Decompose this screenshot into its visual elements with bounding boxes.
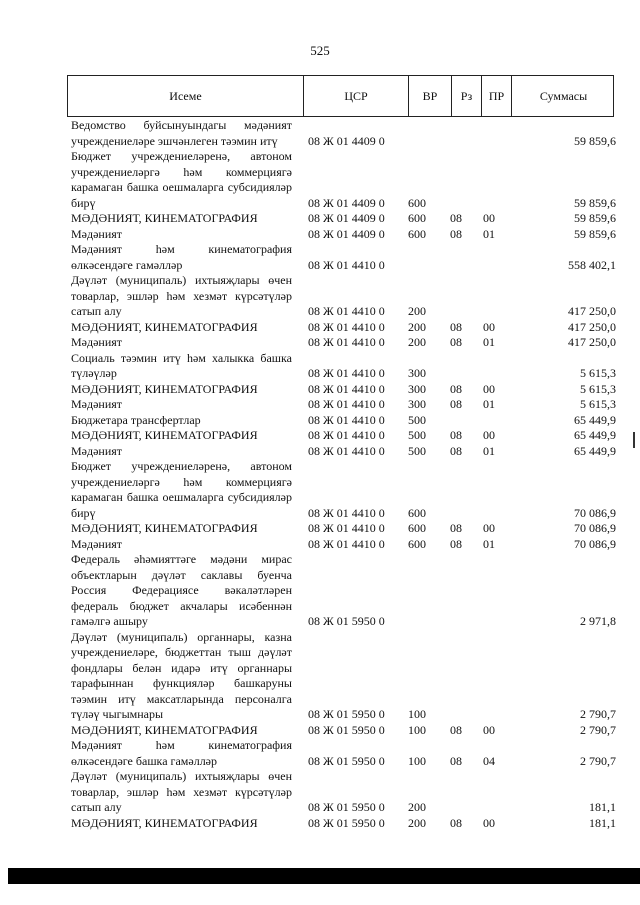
header-vr: ВР [409, 76, 452, 116]
table-row [71, 382, 616, 398]
row-csr: 08 Ж 01 4410 0 [308, 412, 385, 427]
row-name: Мәдәният [71, 335, 123, 349]
row-name: Дәүләт (муниципаль) ихтыяҗлары өчен товарлар, эшләр һәм хезмәт күрсәтүләр сатып алу [71, 273, 292, 318]
row-pr: 00 [483, 381, 495, 396]
header-sum: Суммасы [539, 88, 588, 103]
table-row [71, 320, 616, 336]
row-csr: 08 Ж 01 4410 0 [308, 428, 385, 442]
row-name: МӘДӘНИЯТ, КИНЕМАТОГРАФИЯ [71, 521, 258, 535]
row-rz: 08 [450, 722, 462, 737]
table-row [71, 769, 616, 816]
row-sum: 59 859,6 [574, 195, 616, 210]
row-rz: 08 [450, 319, 462, 334]
table-row [71, 444, 616, 460]
row-csr: 08 Ж 01 5950 0 [308, 614, 385, 628]
row-vr: 100 [408, 753, 426, 768]
row-csr: 08 Ж 01 4410 0 [308, 443, 385, 458]
row-sum: 5 615,3 [580, 381, 616, 396]
row-rz: 08 [450, 335, 462, 349]
row-sum: 70 086,9 [574, 521, 616, 535]
row-name: МӘДӘНИЯТ, КИНЕМАТОГРАФИЯ [71, 428, 258, 442]
row-vr: 600 [408, 226, 426, 241]
table-row [71, 537, 616, 553]
header-csr: ЦСР [304, 76, 409, 116]
row-sum: 65 449,9 [574, 412, 616, 427]
row-name: Мәдәният [71, 536, 123, 551]
row-csr: 08 Ж 01 5950 0 [308, 722, 385, 737]
row-pr: 00 [483, 319, 495, 334]
row-vr: 600 [408, 211, 426, 225]
row-vr: 200 [408, 800, 426, 814]
row-sum: 70 086,9 [574, 505, 616, 520]
row-vr: 600 [408, 505, 426, 520]
row-name: Дәүләт (муниципаль) органнары, казна учреждениеләре, бюджеттан тыш дәүләт фондлары белән идарә итү органнары тарафыннан функцияләр башкаруны тәэмин итү максатларында персоналга түләү чыгымнары [71, 629, 292, 721]
table-row [71, 397, 616, 413]
row-rz: 08 [450, 536, 462, 551]
row-pr: 04 [483, 753, 495, 768]
table-header [67, 75, 614, 117]
row-name: Социаль тәэмин итү һәм халыкка башка түләүләр [71, 350, 292, 380]
row-vr: 200 [408, 319, 426, 334]
row-csr: 08 Ж 01 4410 0 [308, 304, 385, 318]
row-sum: 558 402,1 [568, 257, 616, 272]
table-row [71, 428, 616, 444]
table-row [71, 335, 616, 351]
row-sum: 181,1 [589, 800, 616, 814]
scan-bottom-bar [8, 868, 640, 884]
row-csr: 08 Ж 01 5950 0 [308, 815, 385, 830]
row-name: Федераль әһәмияттәге мәдәни мирас объектларын дәүләт саклавы буенча Россия Федерациясе вәкаләтләрен федераль бюджет акчалары исәбеннән гамәлгә ашыру [71, 552, 292, 628]
row-csr: 08 Ж 01 5950 0 [308, 707, 385, 721]
row-sum: 2 790,7 [580, 722, 616, 737]
table-row [71, 149, 616, 211]
row-sum: 65 449,9 [574, 443, 616, 458]
row-sum: 59 859,6 [574, 211, 616, 225]
row-pr: 01 [483, 226, 495, 241]
row-name: МӘДӘНИЯТ, КИНЕМАТОГРАФИЯ [71, 381, 258, 396]
header-name: Исеме [68, 76, 304, 116]
row-vr: 600 [408, 536, 426, 551]
row-pr: 00 [483, 428, 495, 442]
table-row [71, 273, 616, 320]
row-pr: 01 [483, 397, 495, 411]
row-csr: 08 Ж 01 4410 0 [308, 319, 385, 334]
page-number: 525 [310, 43, 330, 58]
table-row [71, 816, 616, 832]
row-csr: 08 Ж 01 5950 0 [308, 753, 385, 768]
row-csr: 08 Ж 01 4410 0 [308, 521, 385, 535]
header-pr: ПР [482, 76, 512, 116]
scan-edge-mark [633, 432, 635, 448]
row-pr: 01 [483, 536, 495, 551]
row-sum: 417 250,0 [568, 304, 616, 318]
row-csr: 08 Ж 01 4410 0 [308, 335, 385, 349]
row-vr: 600 [408, 195, 426, 210]
row-pr: 01 [483, 443, 495, 458]
row-vr: 300 [408, 397, 426, 411]
row-name: Мәдәният [71, 397, 123, 411]
row-sum: 2 971,8 [580, 614, 616, 628]
row-csr: 08 Ж 01 4409 0 [308, 195, 385, 210]
budget-table-body [71, 118, 616, 831]
header-rz: Рз [452, 76, 482, 116]
row-name: МӘДӘНИЯТ, КИНЕМАТОГРАФИЯ [71, 722, 258, 737]
row-name: МӘДӘНИЯТ, КИНЕМАТОГРАФИЯ [71, 211, 258, 225]
row-vr: 200 [408, 335, 426, 349]
row-sum: 181,1 [589, 815, 616, 830]
row-sum: 2 790,7 [580, 707, 616, 721]
row-csr: 08 Ж 01 4410 0 [308, 536, 385, 551]
row-csr: 08 Ж 01 4409 0 [308, 133, 385, 148]
table-row [71, 118, 616, 149]
row-vr: 500 [408, 428, 426, 442]
table-row [71, 552, 616, 630]
row-name: Мәдәният [71, 443, 123, 458]
table-row [71, 521, 616, 537]
table-row [71, 738, 616, 769]
row-csr: 08 Ж 01 4410 0 [308, 505, 385, 520]
row-csr: 08 Ж 01 5950 0 [308, 800, 385, 814]
table-row [71, 630, 616, 723]
row-csr: 08 Ж 01 4410 0 [308, 381, 385, 396]
row-name: Мәдәният [71, 226, 123, 241]
row-name: Мәдәният һәм кинематография өлкәсендәге гамәлләр [71, 242, 292, 272]
row-pr: 01 [483, 335, 495, 349]
row-vr: 300 [408, 381, 426, 396]
row-name: МӘДӘНИЯТ, КИНЕМАТОГРАФИЯ [71, 319, 258, 334]
row-csr: 08 Ж 01 4409 0 [308, 226, 385, 241]
row-rz: 08 [450, 521, 462, 535]
row-vr: 100 [408, 722, 426, 737]
row-pr: 00 [483, 815, 495, 830]
row-pr: 00 [483, 211, 495, 225]
row-sum: 59 859,6 [574, 133, 616, 148]
row-name: Ведомство буйсынуындагы мәдәният учреждениеләре эшчәнлеген тәэмин итү [71, 118, 292, 148]
row-name: Дәүләт (муниципаль) ихтыяҗлары өчен товарлар, эшләр һәм хезмәт күрсәтүләр сатып алу [71, 769, 292, 814]
row-vr: 600 [408, 521, 426, 535]
row-sum: 65 449,9 [574, 428, 616, 442]
table-row [71, 459, 616, 521]
row-sum: 59 859,6 [574, 226, 616, 241]
row-name: Мәдәният һәм кинематография өлкәсендәге башка гамәлләр [71, 738, 292, 768]
row-sum: 417 250,0 [568, 319, 616, 334]
row-name: Бюджет учреждениеләренә, автоном учреждениеләргә һәм коммерциягә карамаган башка оешмаларга субсидияләр бирү [71, 149, 292, 210]
row-vr: 300 [408, 366, 426, 380]
row-vr: 100 [408, 707, 426, 721]
row-vr: 500 [408, 412, 426, 427]
table-row [71, 211, 616, 227]
row-csr: 08 Ж 01 4410 0 [308, 257, 385, 272]
row-sum: 5 615,3 [580, 397, 616, 411]
row-pr: 00 [483, 521, 495, 535]
row-rz: 08 [450, 428, 462, 442]
row-name: Бюджет учреждениеләренә, автоном учреждениеләргә һәм коммерциягә карамаган башка оешмаларга субсидияләр бирү [71, 459, 292, 520]
row-vr: 200 [408, 815, 426, 830]
row-rz: 08 [450, 753, 462, 768]
row-vr: 200 [408, 304, 426, 318]
row-pr: 00 [483, 722, 495, 737]
row-sum: 70 086,9 [574, 536, 616, 551]
row-rz: 08 [450, 381, 462, 396]
table-row [71, 413, 616, 429]
row-sum: 5 615,3 [580, 366, 616, 380]
table-row [71, 242, 616, 273]
row-csr: 08 Ж 01 4410 0 [308, 397, 385, 411]
table-row [71, 227, 616, 243]
row-rz: 08 [450, 443, 462, 458]
row-rz: 08 [450, 226, 462, 241]
row-vr: 500 [408, 443, 426, 458]
row-sum: 417 250,0 [568, 335, 616, 349]
row-rz: 08 [450, 211, 462, 225]
row-csr: 08 Ж 01 4410 0 [308, 366, 385, 380]
row-csr: 08 Ж 01 4409 0 [308, 211, 385, 225]
row-name: Бюджетара трансфертлар [71, 412, 201, 427]
table-row [71, 723, 616, 739]
row-rz: 08 [450, 815, 462, 830]
row-rz: 08 [450, 397, 462, 411]
row-sum: 2 790,7 [580, 753, 616, 768]
row-name: МӘДӘНИЯТ, КИНЕМАТОГРАФИЯ [71, 815, 258, 830]
table-row [71, 351, 616, 382]
